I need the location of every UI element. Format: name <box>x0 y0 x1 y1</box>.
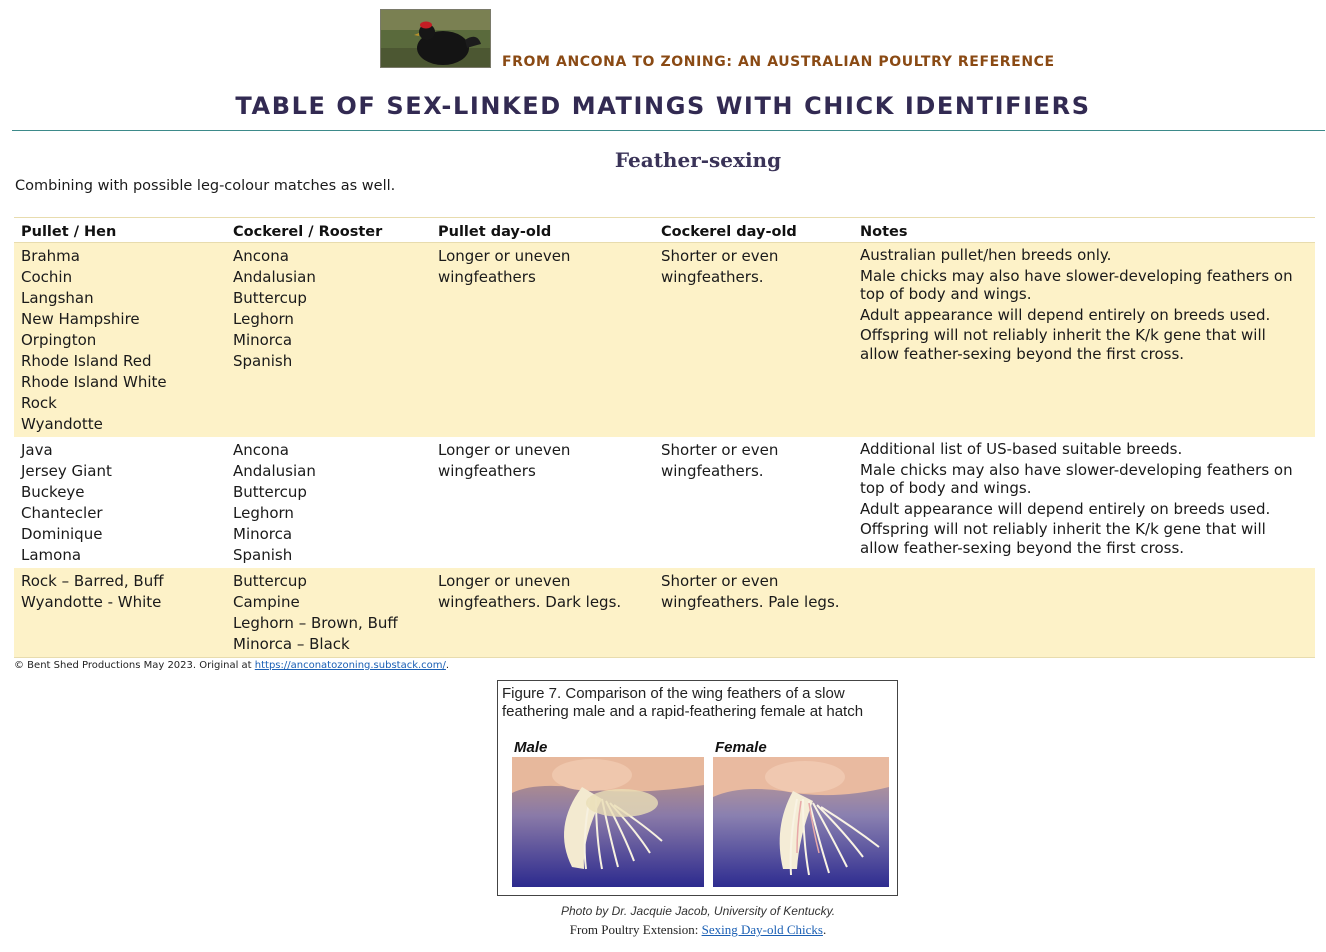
rooster-breed: Buttercup <box>233 289 307 307</box>
rooster-breed: Campine <box>233 593 300 611</box>
hen-breed: Rhode Island White <box>21 373 167 391</box>
page-title: TABLE OF SEX-LINKED MATINGS WITH CHICK IDENTIFIERS <box>235 92 1091 120</box>
hen-breed: Cochin <box>21 268 73 286</box>
female-label: Female <box>715 739 767 756</box>
note: Additional list of US-based suitable breeds. <box>860 440 1183 458</box>
hen-photo <box>381 10 491 68</box>
hen-breeds-cell <box>14 437 226 568</box>
note: Male chicks may also have slower-developing feathers on top of body and wings. <box>860 460 1293 497</box>
rooster-breed: Spanish <box>233 352 293 370</box>
rooster-breed: Spanish <box>233 546 293 564</box>
rooster-breed: Buttercup <box>233 572 307 590</box>
rooster-breed: Leghorn – Brown, Buff <box>233 614 398 632</box>
hen-breed: Langshan <box>21 289 94 307</box>
hen-breed: Dominique <box>21 525 103 543</box>
hen-breed: Wyandotte <box>21 415 103 433</box>
notes-cell <box>853 243 1315 438</box>
cockerel-identifier: Shorter or even wingfeathers. <box>661 441 779 480</box>
notes-cell <box>853 568 1315 658</box>
substack-link[interactable]: https://anconatozoning.substack.com/ <box>254 660 446 671</box>
hen-breed: Wyandotte - White <box>21 593 162 611</box>
copyright-text: © Bent Shed Productions May 2023. Original at <box>14 660 255 671</box>
header-pullet-day-old: Pullet day-old <box>431 218 654 243</box>
male-wing-photo <box>512 757 704 887</box>
female-wing-photo <box>713 757 905 887</box>
table-row <box>14 568 1315 658</box>
header-cockerel-day-old: Cockerel day-old <box>654 218 853 243</box>
source-text: From Poultry Extension: <box>569 922 702 937</box>
note: Adult appearance will depend entirely on breeds used. <box>860 305 1271 324</box>
header-notes: Notes <box>853 218 1315 243</box>
figure-caption: Figure 7. Comparison of the wing feathers of a slow feathering male and a rapid-feathering female at hatch <box>502 685 864 720</box>
hen-breed: Rhode Island Red <box>21 352 152 370</box>
section-heading: Feather-sexing <box>614 148 782 172</box>
hen-breed: Jersey Giant <box>21 462 112 480</box>
note: Australian pullet/hen breeds only. <box>860 246 1112 264</box>
rooster-breeds-cell <box>226 243 431 438</box>
note: Male chicks may also have slower-developing feathers on top of body and wings. <box>860 266 1293 303</box>
note: Offspring will not reliably inherit the K/k gene that will allow feather-sexing beyond the first cross. <box>860 326 1266 363</box>
source-line <box>0 922 1326 938</box>
site-tagline: FROM ANCONA TO ZONING: AN AUSTRALIAN POULTRY REFERENCE <box>502 54 1055 70</box>
hen-breed: Chantecler <box>21 504 103 522</box>
male-label: Male <box>514 739 548 756</box>
table-header-row <box>14 218 1315 243</box>
hen-breed: Buckeye <box>21 483 85 501</box>
hen-breed: Rock <box>21 394 57 412</box>
header-logo-image <box>380 9 491 68</box>
rooster-breed: Ancona <box>233 247 289 265</box>
pullet-identifier: Longer or uneven wingfeathers <box>431 243 654 438</box>
rooster-breed: Minorca – Black <box>233 635 350 653</box>
header-cockerel-rooster: Cockerel / Rooster <box>226 218 431 243</box>
rooster-breed: Ancona <box>233 441 289 459</box>
rooster-breed: Minorca <box>233 525 293 543</box>
rooster-breed: Minorca <box>233 331 293 349</box>
hen-breed: Java <box>21 441 53 459</box>
copyright-line <box>14 660 449 671</box>
rooster-breeds-cell <box>226 437 431 568</box>
hen-breeds-cell <box>14 568 226 658</box>
rooster-breed: Andalusian <box>233 462 316 480</box>
pullet-identifier: Longer or uneven wingfeathers. Dark legs. <box>431 568 654 658</box>
hen-breed: Brahma <box>21 247 80 265</box>
table-row <box>14 243 1315 438</box>
source-suffix: . <box>822 922 827 937</box>
hen-breed: Lamona <box>21 546 82 564</box>
sexing-chicks-link[interactable]: Sexing Day-old Chicks <box>701 922 823 937</box>
rooster-breed: Buttercup <box>233 483 307 501</box>
photo-credit: Photo by Dr. Jacquie Jacob, University of Kentucky. <box>560 904 836 918</box>
intro-text: Combining with possible leg-colour matches as well. <box>15 178 396 194</box>
table-row <box>14 437 1315 568</box>
note: Offspring will not reliably inherit the K/k gene that will allow feather-sexing beyond the first cross. <box>860 520 1266 557</box>
rooster-breed: Leghorn <box>233 504 294 522</box>
rooster-breed: Leghorn <box>233 310 294 328</box>
hen-breed: Orpington <box>21 331 97 349</box>
hen-breed: Rock – Barred, Buff <box>21 572 164 590</box>
pullet-identifier: Longer or uneven wingfeathers <box>438 441 571 480</box>
note: Adult appearance will depend entirely on breeds used. <box>860 499 1271 518</box>
title-divider <box>12 130 1325 131</box>
copyright-suffix: . <box>445 660 450 671</box>
rooster-breed: Andalusian <box>233 268 316 286</box>
notes-cell <box>853 437 1315 568</box>
hen-breed: New Hampshire <box>21 310 140 328</box>
cockerel-identifier: Shorter or even wingfeathers. Pale legs. <box>654 568 853 658</box>
header-pullet-hen: Pullet / Hen <box>14 218 226 243</box>
matings-table <box>14 217 1315 658</box>
rooster-breeds-cell <box>226 568 431 658</box>
cockerel-identifier: Shorter or even wingfeathers. <box>654 243 853 438</box>
wing-feather-figure <box>497 680 898 896</box>
hen-breeds-cell <box>14 243 226 438</box>
